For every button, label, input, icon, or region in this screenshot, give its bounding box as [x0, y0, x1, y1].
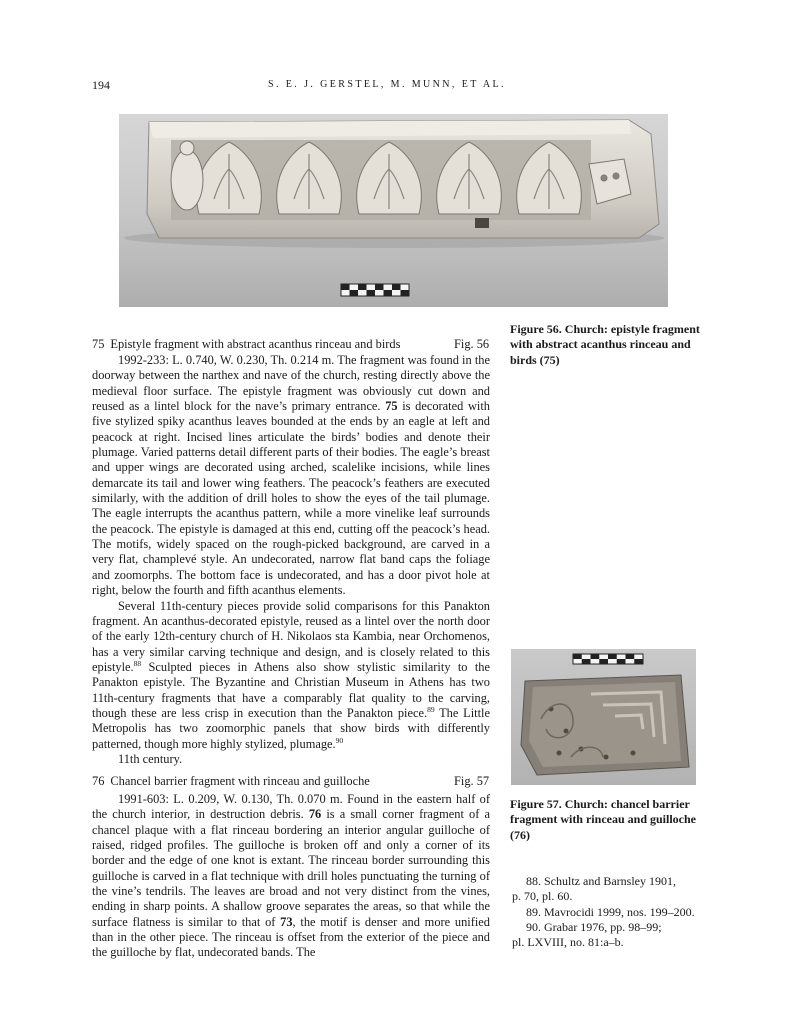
entry-76-heading [92, 774, 490, 789]
entry-76-title: Chancel barrier fragment with rinceau and guilloche [110, 774, 370, 788]
entry-75-paragraph-2 [92, 599, 490, 752]
figure-56-photo [119, 114, 668, 307]
epistyle-fragment-image [119, 114, 668, 307]
entry-76-p1-text-b: is a small corner fragment of a chancel plaque with a flat rinceau bordering an interior angular guilloche of raised, ridged profiles. The guilloche is broken off and only a corner of its border and the edge of one knot is extant. The rinceau border surrounding this guilloche is carved in a flat technique with drill holes punctuating the turning of the vine’s tendrils. The leaves are broad and not very distinct from the vines, ending in sharp points. A shallow groove separates the areas, so that while the surface flatness is similar to that of [92, 807, 490, 929]
footnote-ref-88: 88 [133, 658, 142, 668]
entry-75-p2-text-a: Several 11th-century pieces provide solid comparisons for this Panakton fragment. An acanthus-decorated epistyle, reused as a lintel over the north door of the early 12th-century church of H. Nikolaos sta Kambia, near Orchomenos, has a very similar carving technique and design, and is closely related to this epistyle. [92, 598, 490, 674]
entry-75-p1-text-b: is decorated with five stylized spiky acanthus leaves bounded at the ends by an eagle at left and peacock at right. Incised lines articulate the birds’ bodies and denote their plumage. Varied patterns detail different parts of their bodies. The eagle’s breast and upper wings are decorated using arched, scalelike incisions, while lines demarcate its tail and lower wing feathers. The peacock’s feathers are executed similarly, with the addition of drill holes to show the eyes of the tail plumage. The eagle interrupts the acanthus pattern, while a more vinelike leaf surrounds the peacock. The epistyle is damaged at this end, cutting off the peacock’s head. The motifs, widely spaced on the rough-picked background, are carved in a very flat, champlevé style. An undecorated, narrow flat band caps the foliage and zoomorphs. The bottom face is undecorated, and has a door pivot hole at right, below the fourth and fifth acanthus elements. [92, 399, 490, 598]
entry-75-title: Epistyle fragment with abstract acanthus rinceau and birds [110, 337, 401, 351]
footnote-88-line-1: 88. Schultz and Barnsley 1901, [526, 874, 676, 888]
entry-75-p2-text-c: The Little Metropolis has two zoomorphic panels that show birds with differently patterned, though more highly stylized, plumage. [92, 705, 490, 751]
entry-75-date: 11th century. [118, 751, 183, 766]
entry-75-heading [92, 337, 490, 352]
footnote-90-line-1: 90. Grabar 1976, pp. 98–99; [526, 919, 662, 934]
figure-57-caption: Figure 57. Church: chancel barrier fragment with rinceau and guilloche (76) [510, 797, 696, 842]
entry-76-number: 76 [92, 774, 105, 788]
footnotes [512, 874, 722, 950]
scale-bar [573, 654, 643, 664]
entry-75-p1-text-a: 1992-233: L. 0.740, W. 0.230, Th. 0.214 m. The fragment was found in the doorway between the narthex and nave of the church, resting directly above the medieval floor surface. The epistyle fragment was obviously cut down and reused as a lintel block for the nave’s primary entrance. [92, 353, 490, 414]
entry-75-fig-ref: Fig. 56 [454, 337, 490, 351]
running-header-authors: S. E. J. GERSTEL, M. MUNN, ET AL. [268, 79, 506, 90]
entry-76-p1-text-a: 1991-603: L. 0.209, W. 0.130, Th. 0.070 m. Found in the eastern half of the church interior, in destruction debris. [92, 792, 490, 822]
entry-75-catalog-ref: 75 [385, 399, 398, 414]
entry-76-p1-text-c: , the motif is denser and more unified than in the other piece. The rinceau is offset from the exterior of the piece and the guilloche by flat, undecorated bands. The [92, 914, 490, 960]
entry-75-p2-text-b: Sculpted pieces in Athens also show stylistic similarity to the Panakton epistyle. The Byzantine and Christian Museum in Athens has two 11th-century fragments that have a comparably flat quality to the carving, though these are less crisp in execution than the Panakton piece. [92, 659, 490, 720]
entry-76-catalog-ref-73: 73 [280, 914, 293, 929]
footnote-90-line-2: pl. LXVIII, no. 81:a–b. [512, 935, 624, 950]
entry-75-body [92, 353, 490, 767]
entry-75-number: 75 [92, 337, 105, 351]
footnote-ref-90: 90 [335, 735, 344, 745]
page-number: 194 [92, 78, 110, 92]
entry-76-catalog-ref: 76 [308, 807, 322, 822]
entry-76-fig-ref: Fig. 57 [454, 774, 490, 788]
chancel-barrier-fragment-image [511, 649, 696, 785]
footnote-ref-89: 89 [427, 704, 435, 714]
scale-bar [341, 284, 409, 296]
entry-76-paragraph-1 [92, 792, 490, 961]
footnote-89: 89. Mavrocidi 1999, nos. 199–200. [526, 904, 695, 919]
footnote-88-line-2: p. 70, pl. 60. [512, 889, 573, 904]
figure-57-photo [511, 649, 696, 785]
entry-76-body [92, 792, 490, 961]
entry-75-paragraph-1 [92, 353, 490, 599]
figure-56-caption: Figure 56. Church: epistyle fragment with abstract acanthus rinceau and birds (75) [510, 322, 700, 367]
